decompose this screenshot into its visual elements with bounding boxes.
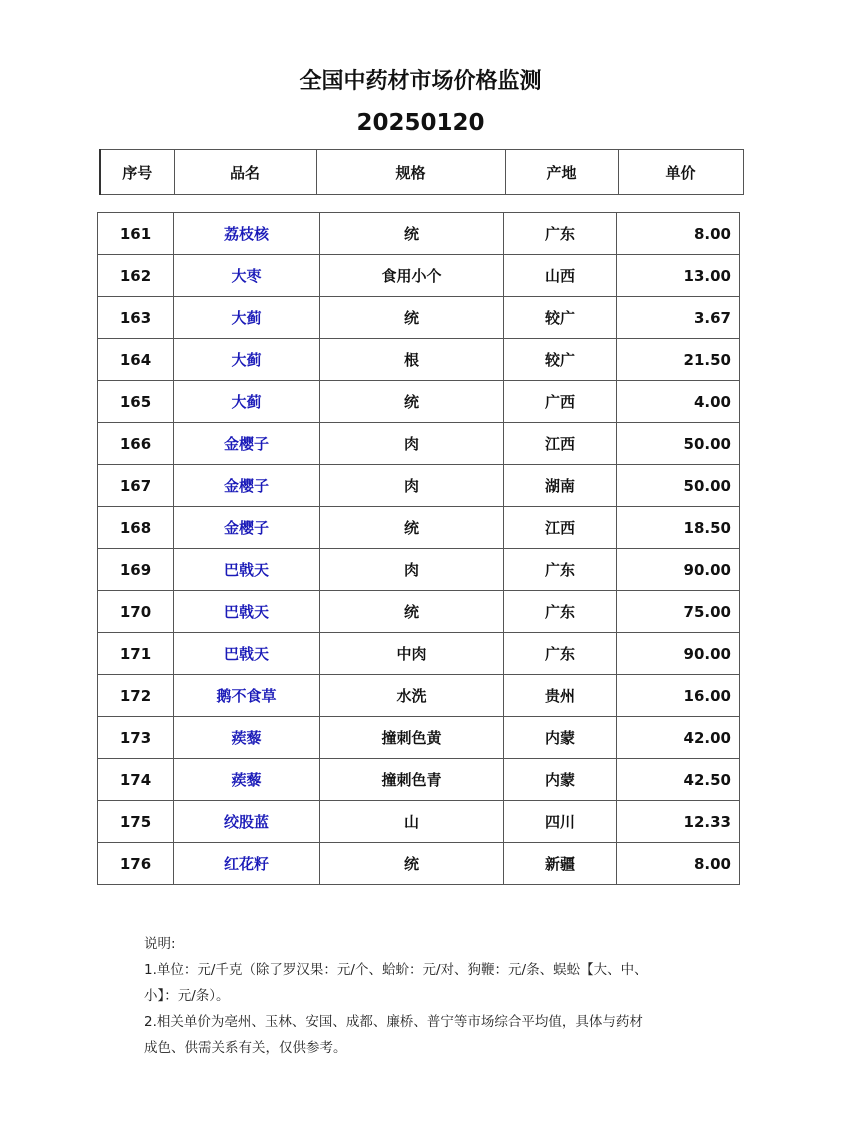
cell-spec: 统	[320, 297, 504, 339]
cell-no: 162	[98, 255, 174, 297]
cell-no: 167	[98, 465, 174, 507]
cell-origin: 较广	[504, 297, 617, 339]
cell-spec: 肉	[320, 465, 504, 507]
cell-name: 金樱子	[174, 465, 320, 507]
header-origin: 产地	[505, 150, 618, 195]
notes	[144, 931, 704, 1061]
cell-origin: 江西	[504, 423, 617, 465]
notes-heading: 说明:	[144, 936, 176, 952]
cell-price: 18.50	[617, 507, 740, 549]
cell-origin: 广东	[504, 591, 617, 633]
cell-spec: 根	[320, 339, 504, 381]
cell-name: 金樱子	[174, 423, 320, 465]
cell-spec: 食用小个	[320, 255, 504, 297]
cell-spec: 水洗	[320, 675, 504, 717]
cell-no: 168	[98, 507, 174, 549]
cell-spec: 统	[320, 381, 504, 423]
cell-price: 8.00	[617, 843, 740, 885]
cell-origin: 较广	[504, 339, 617, 381]
cell-price: 90.00	[617, 633, 740, 675]
cell-name: 红花籽	[174, 843, 320, 885]
cell-price: 50.00	[617, 423, 740, 465]
cell-spec: 肉	[320, 549, 504, 591]
cell-origin: 贵州	[504, 675, 617, 717]
table-row	[98, 591, 740, 633]
cell-origin: 广西	[504, 381, 617, 423]
cell-price: 50.00	[617, 465, 740, 507]
cell-origin: 广东	[504, 549, 617, 591]
cell-name: 巴戟天	[174, 549, 320, 591]
notes-line: 小】：元/条）。	[144, 988, 230, 1004]
header-table	[99, 149, 744, 195]
page-title: 全国中药材市场价格监测	[299, 69, 542, 94]
table-row	[98, 465, 740, 507]
table-row	[98, 549, 740, 591]
cell-price: 12.33	[617, 801, 740, 843]
cell-price: 4.00	[617, 381, 740, 423]
cell-name: 蒺藜	[174, 717, 320, 759]
cell-origin: 广东	[504, 633, 617, 675]
cell-price: 8.00	[617, 213, 740, 255]
cell-name: 鹅不食草	[174, 675, 320, 717]
cell-price: 90.00	[617, 549, 740, 591]
cell-no: 169	[98, 549, 174, 591]
cell-price: 21.50	[617, 339, 740, 381]
cell-no: 163	[98, 297, 174, 339]
cell-name: 荔枝核	[174, 213, 320, 255]
notes-line: 2.相关单价为亳州、玉林、安国、成都、廉桥、普宁等市场综合平均值，具体与药材	[144, 1014, 643, 1030]
cell-origin: 山西	[504, 255, 617, 297]
cell-spec: 撞刺色黄	[320, 717, 504, 759]
cell-name: 巴戟天	[174, 633, 320, 675]
cell-name: 大蓟	[174, 297, 320, 339]
table-row	[98, 297, 740, 339]
cell-spec: 统	[320, 591, 504, 633]
cell-no: 175	[98, 801, 174, 843]
notes-line: 成色、供需关系有关，仅供参考。	[144, 1040, 347, 1056]
cell-no: 176	[98, 843, 174, 885]
header-name: 品名	[174, 150, 316, 195]
cell-spec: 统	[320, 507, 504, 549]
table-row	[98, 507, 740, 549]
cell-price: 13.00	[617, 255, 740, 297]
cell-no: 173	[98, 717, 174, 759]
header-row	[100, 150, 743, 195]
cell-name: 金樱子	[174, 507, 320, 549]
cell-origin: 广东	[504, 213, 617, 255]
header-price: 单价	[618, 150, 743, 195]
cell-name: 巴戟天	[174, 591, 320, 633]
cell-origin: 四川	[504, 801, 617, 843]
cell-no: 161	[98, 213, 174, 255]
table-row	[98, 843, 740, 885]
cell-origin: 湖南	[504, 465, 617, 507]
cell-origin: 内蒙	[504, 759, 617, 801]
cell-name: 蒺藜	[174, 759, 320, 801]
cell-price: 16.00	[617, 675, 740, 717]
cell-spec: 统	[320, 843, 504, 885]
report-date: 20250120	[356, 110, 485, 136]
cell-no: 174	[98, 759, 174, 801]
cell-price: 75.00	[617, 591, 740, 633]
cell-name: 大蓟	[174, 381, 320, 423]
cell-spec: 中肉	[320, 633, 504, 675]
table-row	[98, 423, 740, 465]
table-row	[98, 255, 740, 297]
cell-no: 172	[98, 675, 174, 717]
cell-name: 绞股蓝	[174, 801, 320, 843]
table-row	[98, 213, 740, 255]
cell-spec: 统	[320, 213, 504, 255]
table-row	[98, 759, 740, 801]
table-row	[98, 675, 740, 717]
cell-origin: 江西	[504, 507, 617, 549]
table-row	[98, 633, 740, 675]
table-row	[98, 339, 740, 381]
cell-price: 42.00	[617, 717, 740, 759]
table-row	[98, 381, 740, 423]
header-no: 序号	[100, 150, 174, 195]
cell-price: 3.67	[617, 297, 740, 339]
cell-name: 大蓟	[174, 339, 320, 381]
cell-spec: 肉	[320, 423, 504, 465]
cell-price: 42.50	[617, 759, 740, 801]
header-spec: 规格	[316, 150, 505, 195]
cell-no: 164	[98, 339, 174, 381]
price-table	[97, 212, 740, 885]
notes-line: 1.单位：元/千克（除了罗汉果：元/个、蛤蚧：元/对、狗鞭：元/条、蜈蚣【大、中、	[144, 962, 648, 978]
cell-name: 大枣	[174, 255, 320, 297]
table-row	[98, 801, 740, 843]
cell-spec: 撞刺色青	[320, 759, 504, 801]
cell-origin: 内蒙	[504, 717, 617, 759]
cell-origin: 新疆	[504, 843, 617, 885]
cell-no: 166	[98, 423, 174, 465]
table-row	[98, 717, 740, 759]
cell-no: 165	[98, 381, 174, 423]
cell-no: 170	[98, 591, 174, 633]
cell-no: 171	[98, 633, 174, 675]
cell-spec: 山	[320, 801, 504, 843]
